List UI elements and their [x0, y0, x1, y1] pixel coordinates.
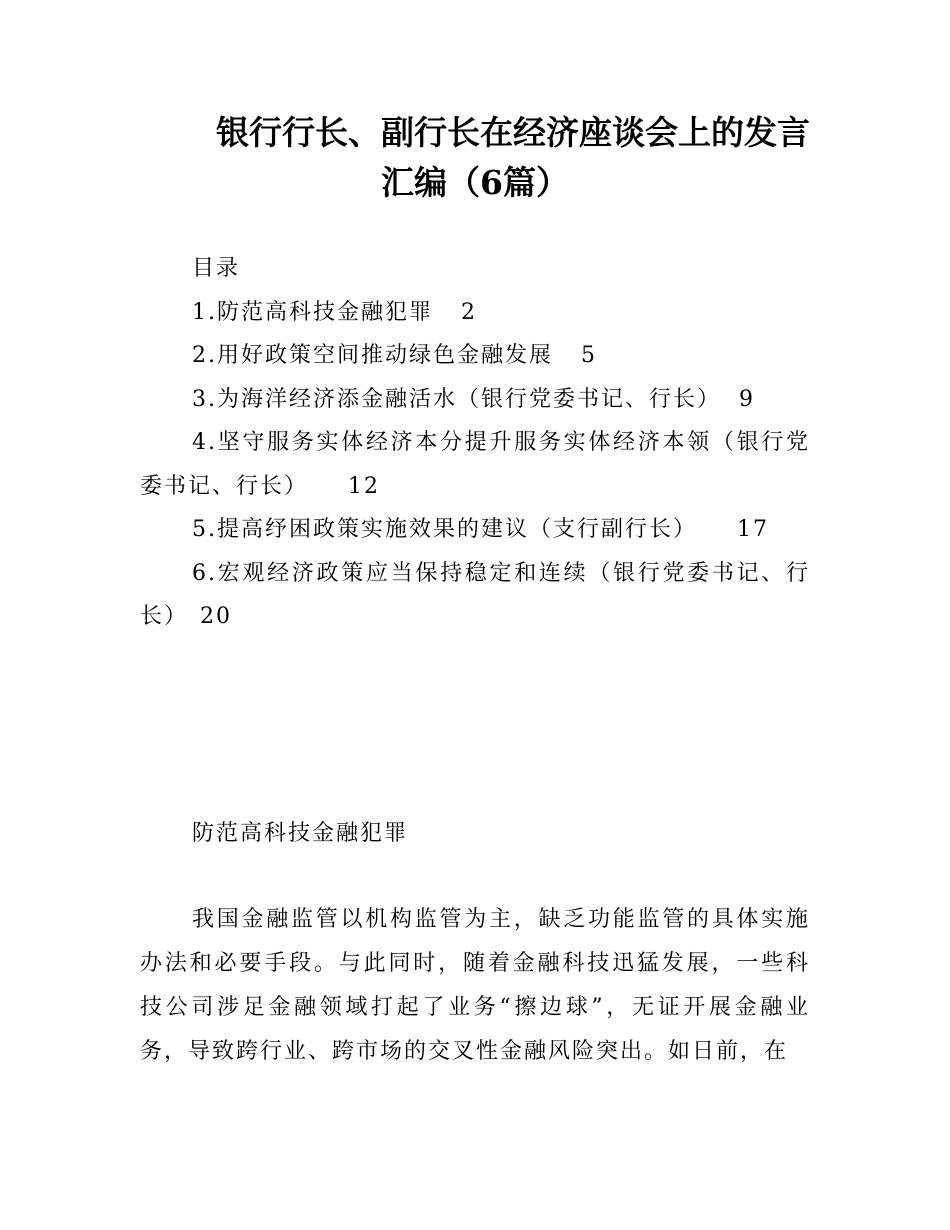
toc-item-text: 4.坚守服务实体经济本分提升服务实体经济本领（银行党委书记、行长） [140, 430, 810, 499]
toc-item-text: 1.防范高科技金融犯罪 [192, 299, 433, 325]
toc-item-page: 5 [581, 343, 597, 368]
toc-item-text: 2.用好政策空间推动绿色金融发展 [192, 343, 553, 368]
toc-item [140, 378, 810, 422]
toc-item-text: 6.宏观经济政策应当保持稳定和连续（银行党委书记、行长） [140, 560, 810, 629]
toc-item-page: 9 [739, 386, 755, 412]
toc-item [140, 334, 810, 378]
toc-item [140, 291, 810, 335]
toc-item-text: 3.为海洋经济添金融活水（银行党委书记、行长） [192, 386, 721, 412]
toc-item [140, 508, 810, 552]
toc-item-text: 5.提高纾困政策实施效果的建议（支行副行长） [192, 517, 697, 542]
toc-item-page: 12 [348, 473, 381, 499]
document-title [140, 108, 810, 208]
table-of-contents [140, 247, 810, 639]
title-line-2: 汇编（6篇） [381, 163, 569, 202]
toc-heading: 目录 [192, 256, 241, 281]
toc-item-page: 17 [737, 517, 769, 542]
toc-item-page: 2 [461, 299, 477, 325]
toc-item [140, 552, 810, 639]
title-line-1: 银行行长、副行长在经济座谈会上的发言 [216, 113, 810, 152]
section-paragraph: 我国金融监管以机构监管为主，缺乏功能监管的具体实施办法和必要手段。与此同时，随着金融科技迅猛发展，一些科技公司涉足金融领域打起了业务“擦边球”，无证开展金融业务，导致跨行业、跨市场的交叉性金融风险突出。如日前，在 [140, 907, 810, 1064]
section-body [140, 898, 810, 1074]
toc-item [140, 421, 810, 508]
toc-item-page: 20 [200, 604, 233, 629]
section-title: 防范高科技金融犯罪 [192, 821, 409, 846]
